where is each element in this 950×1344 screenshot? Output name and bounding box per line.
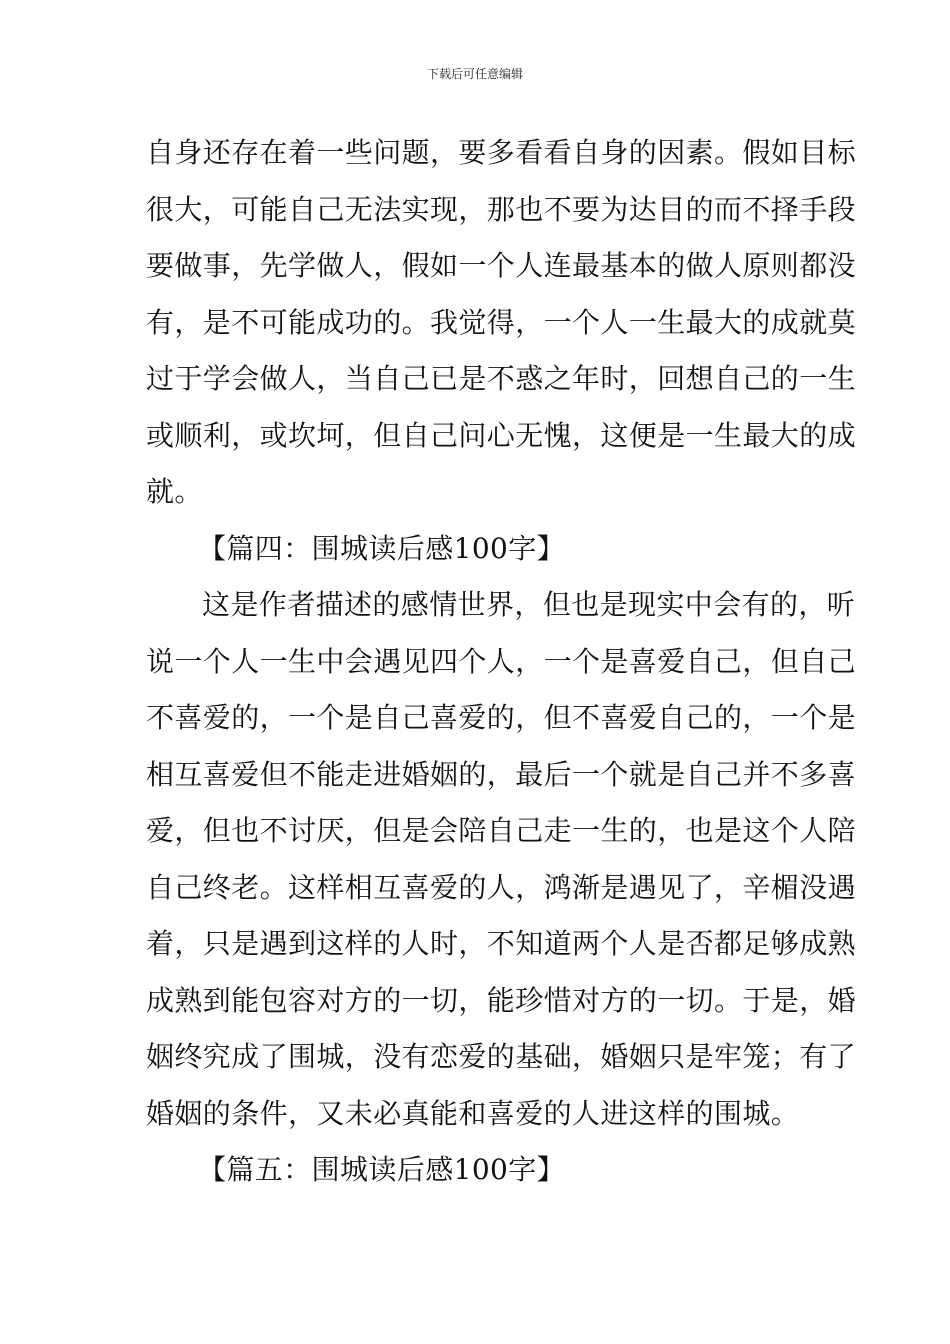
text-line: 过于学会做人，当自己已是不惑之年时，回想自己的一生 bbox=[146, 362, 857, 395]
text-line: 不喜爱的，一个是自己喜爱的，但不喜爱自己的，一个是 bbox=[146, 701, 857, 734]
text-line: 自己终老。这样相互喜爱的人，鸿渐是遇见了，辛楣没遇 bbox=[146, 870, 857, 904]
text-line: 或顺利，或坎坷，但自己问心无愧，这便是一生最大的成 bbox=[146, 418, 857, 452]
text-line: 说一个人一生中会遇见四个人，一个是喜爱自己，但自己 bbox=[146, 644, 857, 678]
text-line: 相互喜爱但不能走进婚姻的，最后一个就是自己并不多喜 bbox=[146, 757, 857, 791]
text-line: 这是作者描述的感情世界，但也是现实中会有的，听 bbox=[202, 588, 856, 621]
text-line: 成熟到能包容对方的一切，能珍惜对方的一切。于是，婚 bbox=[146, 983, 857, 1017]
document-body bbox=[146, 125, 857, 1199]
text-line: 就。 bbox=[146, 475, 203, 508]
continuation-paragraph bbox=[146, 125, 857, 521]
text-line: 很大，可能自己无法实现，那也不要为达目的而不择手段 bbox=[146, 192, 857, 226]
text-line: 爱，但也不讨厌，但是会陪自己走一生的，也是这个人陪 bbox=[146, 814, 857, 847]
section-heading-4: 【篇四：围城读后感100字】 bbox=[198, 531, 566, 565]
section-4-paragraph bbox=[146, 577, 857, 1142]
text-line: 自身还存在着一些问题，要多看看自身的因素。假如目标 bbox=[146, 136, 857, 169]
page-header: 下载后可任意编辑 bbox=[426, 67, 523, 81]
text-line: 姻终究成了围城，没有恋爱的基础，婚姻只是牢笼；有了 bbox=[146, 1040, 857, 1073]
text-line: 婚姻的条件，又未必真能和喜爱的人进这样的围城。 bbox=[146, 1096, 800, 1130]
text-line: 要做事，先学做人，假如一个人连最基本的做人原则都没 bbox=[146, 249, 857, 282]
section-heading-5: 【篇五：围城读后感100字】 bbox=[198, 1153, 566, 1186]
text-line: 着，只是遇到这样的人时，不知道两个人是否都足够成熟 bbox=[146, 927, 857, 960]
text-line: 有，是不可能成功的。我觉得，一个人一生最大的成就莫 bbox=[146, 305, 857, 339]
